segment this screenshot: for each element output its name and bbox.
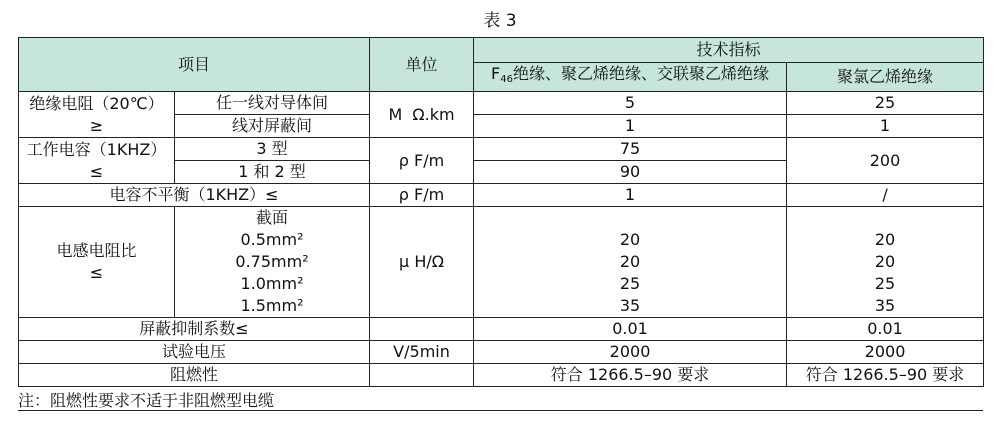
- inductance-section-075: 0.75mm²: [235, 252, 309, 271]
- capacitance-value-fluoro-a: 75: [474, 138, 787, 161]
- header-col-fluoro: [474, 63, 787, 92]
- voltage-value-pvc: 2000: [787, 341, 984, 364]
- inductance-section-10: 1.0mm²: [240, 274, 304, 293]
- inductance-value-pvc: 20: [874, 230, 896, 249]
- shielding-value-pvc: 0.01: [787, 318, 984, 341]
- capacitance-label: [19, 138, 175, 184]
- inductance-section-05: 0.5mm²: [240, 230, 304, 249]
- inductance-values-fluoro: [474, 207, 787, 318]
- capacitance-unit: ρ F/m: [370, 138, 474, 184]
- insulation-value-fluoro-b: 1: [474, 115, 787, 138]
- voltage-unit: V/5min: [370, 341, 474, 364]
- inductance-label-line1: 电感电阻比: [56, 241, 137, 260]
- inductance-section-header: 截面: [256, 208, 289, 227]
- header-col-fluoro-prefix: F: [491, 64, 501, 83]
- unbalance-value-pvc: /: [787, 184, 984, 207]
- bottom-rule: [18, 410, 983, 411]
- spec-table: [18, 37, 984, 387]
- voltage-value-fluoro: 2000: [474, 341, 787, 364]
- header-item: 项目: [19, 38, 370, 92]
- unbalance-value-fluoro: 1: [474, 184, 787, 207]
- footnote: 注：阻燃性要求不适于非阻燃型电缆: [18, 391, 275, 410]
- inductance-label-line2: ≤: [89, 263, 104, 282]
- flame-unit: [370, 364, 474, 387]
- insulation-unit: M Ω.km: [370, 92, 474, 138]
- capacitance-sub-type3: 3 型: [175, 138, 370, 161]
- insulation-sub-conductors: 任一线对导体间: [175, 92, 370, 115]
- voltage-label: 试验电压: [19, 341, 370, 364]
- inductance-value-pvc: 35: [874, 296, 896, 315]
- capacitance-label-line2: ≤: [89, 161, 104, 181]
- insulation-sub-shield: 线对屏蔽间: [175, 115, 370, 138]
- insulation-label-line2: ≥: [89, 115, 104, 135]
- inductance-value-pvc: 20: [874, 252, 896, 271]
- shielding-unit: [370, 318, 474, 341]
- unbalance-label: 电容不平衡（1KHZ）≤: [19, 184, 370, 207]
- capacitance-sub-type12: 1 和 2 型: [175, 161, 370, 184]
- header-col-pvc: 聚氯乙烯绝缘: [787, 63, 984, 92]
- inductance-unit: μ H/Ω: [370, 207, 474, 318]
- table-title: 表 3: [483, 11, 517, 31]
- inductance-value-pvc: 25: [874, 274, 896, 293]
- insulation-value-fluoro-a: 5: [474, 92, 787, 115]
- inductance-value-fluoro: 20: [619, 252, 641, 271]
- unbalance-unit: ρ F/m: [370, 184, 474, 207]
- inductance-values-pvc: [787, 207, 984, 318]
- inductance-label: [19, 207, 175, 318]
- header-col-fluoro-sub: 46: [500, 74, 513, 85]
- capacitance-label-line1: 工作电容（1KHZ）: [26, 139, 167, 159]
- capacitance-value-fluoro-b: 90: [474, 161, 787, 184]
- shielding-label: 屏蔽抑制系数≤: [19, 318, 370, 341]
- inductance-value-fluoro: 20: [619, 230, 641, 249]
- inductance-value-fluoro: 35: [619, 296, 641, 315]
- header-tech: 技术指标: [474, 38, 984, 63]
- flame-value-pvc: 符合 1266.5–90 要求: [787, 364, 984, 387]
- inductance-value-fluoro: 25: [619, 274, 641, 293]
- insulation-label: [19, 92, 175, 138]
- shielding-value-fluoro: 0.01: [474, 318, 787, 341]
- header-col-fluoro-rest: 绝缘、聚乙烯绝缘、交联聚乙烯绝缘: [512, 64, 769, 83]
- inductance-section-15: 1.5mm²: [240, 296, 304, 315]
- header-unit: 单位: [370, 38, 474, 92]
- insulation-label-line1: 绝缘电阻（20℃）: [29, 93, 164, 113]
- flame-value-fluoro: 符合 1266.5–90 要求: [474, 364, 787, 387]
- flame-label: 阻燃性: [19, 364, 370, 387]
- insulation-value-pvc-a: 25: [787, 92, 984, 115]
- insulation-value-pvc-b: 1: [787, 115, 984, 138]
- capacitance-value-pvc: 200: [787, 138, 984, 184]
- inductance-sections: [175, 207, 370, 318]
